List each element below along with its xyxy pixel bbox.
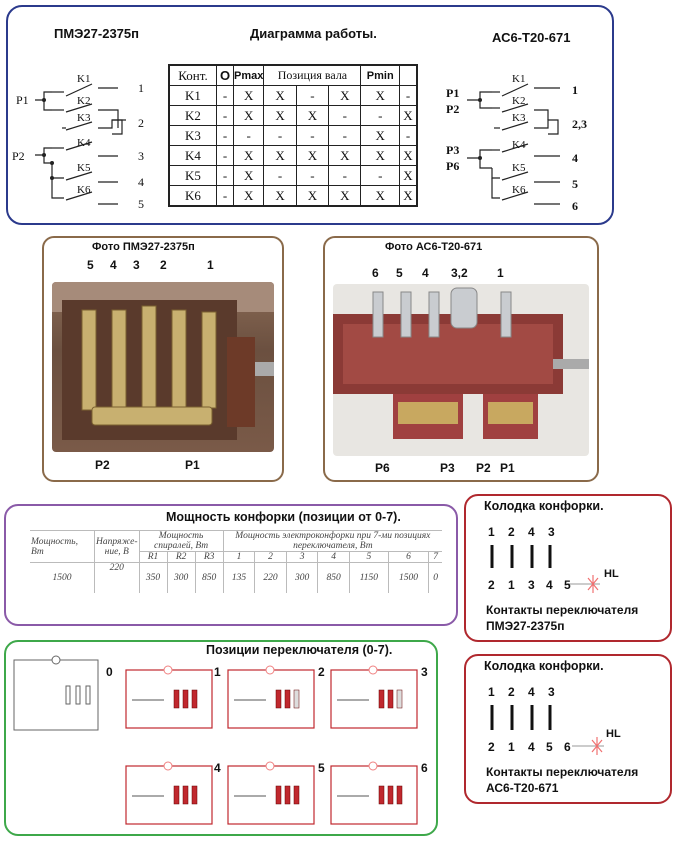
row-cell: X bbox=[400, 166, 418, 186]
row-cell: - bbox=[400, 86, 418, 106]
photo-left-num-5: 5 bbox=[87, 258, 94, 272]
row-cell: X bbox=[361, 126, 400, 146]
left-out-2: 2 bbox=[138, 116, 144, 130]
header-pmin: Pmin bbox=[361, 65, 400, 86]
resistor-symbol bbox=[397, 690, 402, 708]
pad2-hl: HL bbox=[606, 728, 621, 740]
photo-right-p3: P3 bbox=[440, 461, 455, 475]
row-contact: K4 bbox=[169, 146, 217, 166]
photo-right-p1: P1 bbox=[500, 461, 515, 475]
left-k4-label: K4 bbox=[77, 137, 91, 149]
resistor-symbol bbox=[294, 786, 299, 804]
right-k3-label: K3 bbox=[512, 112, 526, 124]
positions-title: Позиции переключателя (0-7). bbox=[206, 643, 393, 657]
voltage-header: Напряже-ние, В bbox=[95, 531, 140, 563]
pos-label-3: 3 bbox=[421, 665, 428, 679]
left-k5-label: K5 bbox=[77, 162, 91, 174]
row-cell: - bbox=[234, 126, 264, 146]
resistor-symbol bbox=[183, 786, 188, 804]
pos-4-value: 850 bbox=[318, 563, 350, 593]
pad1-top-4: 4 bbox=[528, 525, 535, 539]
position-schematic-frame bbox=[228, 766, 314, 824]
pad1-bot-3: 3 bbox=[528, 578, 535, 592]
row-cell: X bbox=[400, 186, 418, 207]
pad2-bot-4: 4 bbox=[528, 740, 535, 754]
row-cell: - bbox=[296, 126, 328, 146]
row-cell: - bbox=[217, 146, 234, 166]
spiral-r3-label: R3 bbox=[195, 552, 223, 563]
row-cell: - bbox=[217, 106, 234, 126]
row-cell: X bbox=[264, 86, 296, 106]
row-cell: - bbox=[361, 166, 400, 186]
left-switch-title: ПМЭ27-2375п bbox=[54, 26, 139, 41]
photo-left-num-1: 1 bbox=[207, 258, 214, 272]
row-cell: - bbox=[264, 166, 296, 186]
row-cell: - bbox=[296, 166, 328, 186]
row-cell: - bbox=[264, 126, 296, 146]
spiral-r1-value: 350 bbox=[139, 563, 167, 593]
resistor-symbol bbox=[174, 690, 179, 708]
row-cell: X bbox=[400, 106, 418, 126]
resistor-symbol bbox=[285, 690, 290, 708]
power-value: 1500 bbox=[30, 563, 95, 593]
left-out-3: 3 bbox=[138, 149, 144, 163]
pad1-bot-2: 2 bbox=[488, 578, 495, 592]
header-o: O bbox=[217, 65, 234, 86]
pad2-bot-6: 6 bbox=[564, 740, 571, 754]
right-out-23: 2,3 bbox=[572, 117, 587, 131]
pos-label-0: 0 bbox=[106, 665, 113, 679]
photo-right-num-6: 6 bbox=[372, 266, 379, 280]
pad2-title: Колодка конфорки. bbox=[484, 659, 604, 673]
pad2-bot-2: 2 bbox=[488, 740, 495, 754]
position-schematic-frame bbox=[331, 670, 417, 728]
photo-right-num-5: 5 bbox=[396, 266, 403, 280]
power-title: Мощность конфорки (позиции от 0-7). bbox=[166, 510, 401, 524]
row-cell: X bbox=[234, 106, 264, 126]
resistor-symbol bbox=[276, 786, 281, 804]
row-cell: X bbox=[361, 86, 400, 106]
left-k2-label: K2 bbox=[77, 95, 91, 107]
pad1-bot-4: 4 bbox=[546, 578, 553, 592]
right-out-4: 4 bbox=[572, 151, 578, 165]
lamp-icon bbox=[369, 666, 377, 674]
right-out-6: 6 bbox=[572, 199, 578, 213]
pad2-bot-5: 5 bbox=[546, 740, 553, 754]
pad2-top-1: 1 bbox=[488, 685, 495, 699]
lamp-icon bbox=[369, 762, 377, 770]
row-cell: - bbox=[329, 126, 361, 146]
lamp-icon bbox=[52, 656, 60, 664]
row-cell: - bbox=[296, 86, 328, 106]
row-cell: X bbox=[264, 146, 296, 166]
resistor-symbol bbox=[397, 786, 402, 804]
pad1-caption-2: ПМЭ27-2375п bbox=[486, 619, 565, 633]
row-cell: X bbox=[234, 186, 264, 207]
pad1-top-2: 2 bbox=[508, 525, 515, 539]
right-k1-label: K1 bbox=[512, 73, 526, 85]
right-switch-title: АС6-Т20-671 bbox=[492, 30, 571, 45]
positions-header: Мощность электроконфорки при 7-ми позициях переключателя, Вт bbox=[223, 531, 442, 552]
pad1-top-1: 1 bbox=[488, 525, 495, 539]
pad2-caption-1: Контакты переключателя bbox=[486, 765, 639, 779]
photo-left-title: Фото ПМЭ27-2375п bbox=[92, 241, 195, 253]
left-p2-label: P2 bbox=[12, 149, 25, 163]
position-schematic-frame bbox=[126, 766, 212, 824]
voltage-value: 220 bbox=[95, 563, 140, 593]
pos-5-value: 1150 bbox=[349, 563, 388, 593]
lamp-icon bbox=[164, 762, 172, 770]
row-cell: - bbox=[217, 186, 234, 207]
row-cell: X bbox=[361, 146, 400, 166]
right-p6-label: P6 bbox=[446, 159, 460, 173]
resistor-symbol bbox=[276, 690, 281, 708]
row-contact: K3 bbox=[169, 126, 217, 146]
pad2-top-4: 4 bbox=[528, 685, 535, 699]
row-cell: X bbox=[234, 146, 264, 166]
photo-right-p6: P6 bbox=[375, 461, 390, 475]
photo-left-p2: P2 bbox=[95, 458, 110, 472]
position-schematic-frame bbox=[126, 670, 212, 728]
pad2-bot-1: 1 bbox=[508, 740, 515, 754]
pos-1-label: 1 bbox=[223, 552, 255, 563]
pad1-caption-1: Контакты переключателя bbox=[486, 603, 639, 617]
row-contact: K2 bbox=[169, 106, 217, 126]
row-cell: X bbox=[400, 146, 418, 166]
pad2-top-2: 2 bbox=[508, 685, 515, 699]
spiral-r2-value: 300 bbox=[167, 563, 195, 593]
row-cell: X bbox=[296, 186, 328, 207]
resistor-symbol bbox=[174, 786, 179, 804]
row-contact: K6 bbox=[169, 186, 217, 207]
pad1-title: Колодка конфорки. bbox=[484, 499, 604, 513]
header-contact: Конт. bbox=[169, 65, 217, 86]
header-pmax: Pmax bbox=[234, 65, 264, 86]
pos-label-4: 4 bbox=[214, 761, 221, 775]
left-out-4: 4 bbox=[138, 175, 144, 189]
right-k4-label: K4 bbox=[512, 139, 526, 151]
right-p2-label: P2 bbox=[446, 102, 460, 116]
resistor-symbol bbox=[294, 690, 299, 708]
pos-6-label: 6 bbox=[388, 552, 428, 563]
row-cell: - bbox=[361, 106, 400, 126]
photo-right-num-1: 1 bbox=[497, 266, 504, 280]
pos-3-value: 300 bbox=[286, 563, 318, 593]
resistor-symbol bbox=[388, 786, 393, 804]
resistor-symbol bbox=[76, 686, 80, 704]
left-out-5: 5 bbox=[138, 197, 144, 211]
row-cell: X bbox=[329, 86, 361, 106]
resistor-symbol bbox=[192, 690, 197, 708]
pos-6-value: 1500 bbox=[388, 563, 428, 593]
pad2-top-3: 3 bbox=[548, 685, 555, 699]
pad1-bot-5: 5 bbox=[564, 578, 571, 592]
photo-left-num-4: 4 bbox=[110, 258, 117, 272]
resistor-symbol bbox=[192, 786, 197, 804]
pos-label-1: 1 bbox=[214, 665, 221, 679]
resistor-symbol bbox=[86, 686, 90, 704]
photo-right-title: Фото АС6-Т20-671 bbox=[385, 241, 483, 253]
row-cell: - bbox=[400, 126, 418, 146]
left-out-1: 1 bbox=[138, 81, 144, 95]
pos-2-value: 220 bbox=[255, 563, 287, 593]
resistor-symbol bbox=[183, 690, 188, 708]
row-cell: - bbox=[329, 106, 361, 126]
row-cell: X bbox=[329, 146, 361, 166]
row-cell: - bbox=[329, 166, 361, 186]
row-cell: X bbox=[296, 106, 328, 126]
pos-label-5: 5 bbox=[318, 761, 325, 775]
row-cell: - bbox=[217, 86, 234, 106]
right-out-5: 5 bbox=[572, 177, 578, 191]
right-k5-label: K5 bbox=[512, 162, 526, 174]
left-k6-label: K6 bbox=[77, 184, 91, 196]
row-cell: X bbox=[361, 186, 400, 207]
resistor-symbol bbox=[379, 786, 384, 804]
left-k1-label: K1 bbox=[77, 73, 91, 85]
pos-4-label: 4 bbox=[318, 552, 350, 563]
spiral-r3-value: 850 bbox=[195, 563, 223, 593]
resistor-symbol bbox=[388, 690, 393, 708]
photo-left-num-3: 3 bbox=[133, 258, 140, 272]
pos-label-6: 6 bbox=[421, 761, 428, 775]
photo-left-p1: P1 bbox=[185, 458, 200, 472]
row-contact: K5 bbox=[169, 166, 217, 186]
pad2-caption-2: АС6-Т20-671 bbox=[486, 781, 559, 795]
row-cell: - bbox=[217, 126, 234, 146]
pad1-bot-1: 1 bbox=[508, 578, 515, 592]
right-p1-label: P1 bbox=[446, 86, 460, 100]
base-schematic-frame bbox=[14, 660, 98, 730]
right-out-1: 1 bbox=[572, 83, 578, 97]
row-cell: X bbox=[264, 186, 296, 207]
lamp-icon bbox=[266, 666, 274, 674]
right-k6-label: K6 bbox=[512, 184, 526, 196]
row-cell: X bbox=[264, 106, 296, 126]
pad1-top-3: 3 bbox=[548, 525, 555, 539]
spiral-r2-label: R2 bbox=[167, 552, 195, 563]
pos-7-label: 7 bbox=[429, 552, 442, 563]
spiral-r1-label: R1 bbox=[139, 552, 167, 563]
right-p3-label: P3 bbox=[446, 143, 460, 157]
right-k2-label: K2 bbox=[512, 95, 526, 107]
resistor-symbol bbox=[66, 686, 70, 704]
resistor-symbol bbox=[285, 786, 290, 804]
position-schematic-frame bbox=[228, 670, 314, 728]
photo-right-num-4: 4 bbox=[422, 266, 429, 280]
pos-label-2: 2 bbox=[318, 665, 325, 679]
power-header: Мощность, Вт bbox=[30, 531, 95, 563]
pos-3-label: 3 bbox=[286, 552, 318, 563]
header-shaft-position: Позиция вала bbox=[264, 65, 361, 86]
lamp-icon bbox=[266, 762, 274, 770]
row-contact: K1 bbox=[169, 86, 217, 106]
pos-1-value: 135 bbox=[223, 563, 255, 593]
photo-right-p2: P2 bbox=[476, 461, 491, 475]
lamp-icon bbox=[164, 666, 172, 674]
spirals-header: Мощность спиралей, Вт bbox=[139, 531, 223, 552]
row-cell: X bbox=[234, 86, 264, 106]
photo-left-num-2: 2 bbox=[160, 258, 167, 272]
row-cell: X bbox=[296, 146, 328, 166]
pos-2-label: 2 bbox=[255, 552, 287, 563]
row-cell: - bbox=[217, 166, 234, 186]
position-schematic-frame bbox=[331, 766, 417, 824]
row-cell: X bbox=[329, 186, 361, 207]
diagram-title: Диаграмма работы. bbox=[250, 26, 377, 41]
pad1-hl: HL bbox=[604, 568, 619, 580]
row-cell: X bbox=[234, 166, 264, 186]
resistor-symbol bbox=[379, 690, 384, 708]
left-k3-label: K3 bbox=[77, 112, 91, 124]
pos-7-value: 0 bbox=[429, 563, 442, 593]
photo-right-num-32: 3,2 bbox=[451, 266, 468, 280]
left-p1-label: P1 bbox=[16, 93, 29, 107]
pos-5-label: 5 bbox=[349, 552, 388, 563]
